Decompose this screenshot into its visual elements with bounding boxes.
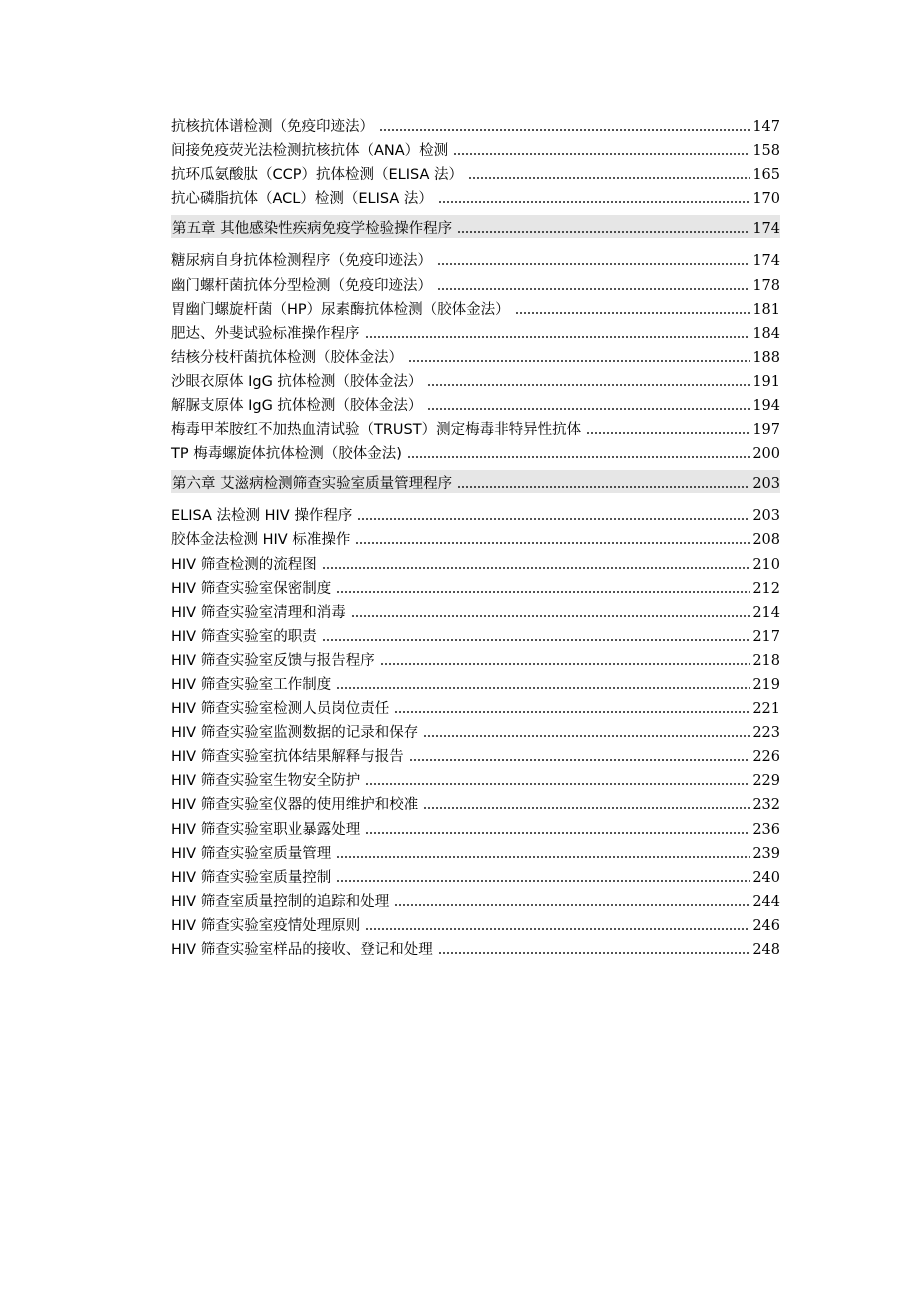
toc-page-number: 184 [752,325,780,342]
dot-leader [379,123,750,133]
toc-entry[interactable] [171,574,780,598]
toc-page-number: 244 [752,893,780,910]
toc-entry-title: HIV 筛查实验室质量控制 [171,869,332,886]
toc-page-number: 210 [752,556,780,573]
toc-page-number: 246 [752,917,780,934]
dot-leader [407,450,750,460]
toc-entry-title: HIV 筛查实验室的职责 [171,628,317,645]
toc-chapter-heading[interactable] [171,470,780,493]
toc-entry[interactable] [171,415,780,439]
toc-entry[interactable] [171,295,780,319]
table-of-contents [171,112,780,959]
dot-leader [427,402,750,412]
toc-page-number: 147 [752,119,780,136]
dot-leader [322,561,751,571]
toc-entry[interactable] [171,549,780,573]
dot-leader [365,922,750,932]
toc-page-number: 248 [752,942,780,958]
toc-entry[interactable] [171,935,780,959]
toc-page-number: 194 [752,398,780,415]
toc-page-number: 239 [752,845,780,862]
toc-page-number: 174 [752,253,780,270]
dot-leader [423,801,750,811]
toc-page-number: 221 [752,701,780,718]
toc-page-number: 191 [752,373,780,390]
dot-leader [457,225,750,235]
toc-entry[interactable] [171,270,780,294]
toc-entry[interactable] [171,598,780,622]
toc-entry[interactable] [171,319,780,343]
toc-entry-title: 幽门螺杆菌抗体分型检测（免疫印迹法） [171,277,432,294]
toc-entry[interactable] [171,112,780,136]
dot-leader [468,171,750,181]
toc-entry-title: HIV 筛查实验室工作制度 [171,676,332,693]
toc-entry[interactable] [171,742,780,766]
toc-page-number: 217 [752,628,780,645]
toc-entry[interactable] [171,863,780,887]
toc-entry-title: HIV 筛查实验室职业暴露处理 [171,821,361,838]
toc-entry[interactable] [171,694,780,718]
toc-entry[interactable] [171,887,780,911]
toc-page-number: 214 [752,604,780,621]
toc-entry[interactable] [171,670,780,694]
dot-leader [437,257,750,267]
toc-page-number: 240 [752,869,780,886]
toc-entry-title: HIV 筛查室质量控制的追踪和处理 [171,893,390,910]
toc-page-number: 226 [752,749,780,766]
toc-entry[interactable] [171,646,780,670]
dot-leader [408,354,750,364]
toc-entry-title: HIV 筛查实验室仪器的使用维护和校准 [171,797,419,814]
toc-page-number: 174 [752,221,780,238]
toc-page-number: 236 [752,821,780,838]
toc-entry-title: 解脲支原体 IgG 抗体检测（胶体金法） [171,398,423,415]
toc-entry-title: 间接免疫荧光法检测抗核抗体（ANA）检测 [171,143,449,160]
dot-leader [394,705,750,715]
dot-leader [357,512,750,522]
toc-entry-title: HIV 筛查实验室反馈与报告程序 [171,652,375,669]
toc-entry-title: HIV 筛查实验室监测数据的记录和保存 [171,725,419,742]
dot-leader [365,330,751,340]
toc-chapter-heading[interactable] [171,215,780,238]
toc-entry-title: 第五章 其他感染性疾病免疫学检验操作程序 [172,221,453,238]
toc-entry[interactable] [171,911,780,935]
dot-leader [409,753,751,763]
toc-entry-title: 胶体金法检测 HIV 标准操作 [171,532,351,549]
toc-page-number: 218 [752,652,780,669]
toc-entry-title: HIV 筛查实验室检测人员岗位责任 [171,701,390,718]
dot-leader [438,946,751,956]
toc-entry[interactable] [171,439,780,463]
dot-leader [515,306,751,316]
dot-leader [336,585,750,595]
toc-entry[interactable] [171,246,780,270]
toc-page-number: 170 [752,191,780,208]
dot-leader [437,282,750,292]
toc-entry-title: 糖尿病自身抗体检测程序（免疫印迹法） [171,253,432,270]
dot-leader [355,536,750,546]
dot-leader [453,147,750,157]
toc-entry[interactable] [171,391,780,415]
toc-page-number: 223 [752,725,780,742]
toc-entry-title: HIV 筛查实验室疫情处理原则 [171,917,361,934]
toc-page-number: 219 [752,676,780,693]
toc-entry-title: HIV 筛查实验室样品的接收、登记和处理 [171,942,433,958]
toc-entry-title: 沙眼衣原体 IgG 抗体检测（胶体金法） [171,373,423,390]
toc-entry[interactable] [171,790,780,814]
dot-leader [351,609,751,619]
toc-entry-title: HIV 筛查实验室保密制度 [171,580,332,597]
toc-entry-title: 抗环瓜氨酸肽（CCP）抗体检测（ELISA 法） [171,167,464,184]
toc-entry-title: 抗核抗体谱检测（免疫印迹法） [171,119,374,136]
toc-entry[interactable] [171,718,780,742]
dot-leader [586,426,750,436]
dot-leader [336,874,750,884]
dot-leader [365,777,750,787]
toc-page-number: 165 [752,167,780,184]
toc-entry[interactable] [171,814,780,838]
toc-page-number: 200 [752,446,780,463]
toc-entry[interactable] [171,136,780,160]
dot-leader [380,657,751,667]
toc-entry[interactable] [171,622,780,646]
toc-entry-title: HIV 筛查实验室生物安全防护 [171,773,361,790]
dot-leader [336,681,750,691]
toc-page-number: 181 [752,301,780,318]
toc-page-number: 208 [752,532,780,549]
toc-entry[interactable] [171,839,780,863]
toc-entry-title: 肥达、外斐试验标准操作程序 [171,325,360,342]
toc-page-number: 197 [752,422,780,439]
toc-entry-title: 胃幽门螺旋杆菌（HP）尿素酶抗体检测（胶体金法） [171,301,510,318]
toc-entry[interactable] [171,766,780,790]
toc-entry-title: 抗心磷脂抗体（ACL）检测（ELISA 法） [171,191,433,208]
toc-page-number: 203 [752,476,780,493]
toc-page-number: 229 [752,773,780,790]
toc-entry-title: HIV 筛查实验室抗体结果解释与报告 [171,749,404,766]
toc-page-number: 232 [752,797,780,814]
toc-entry-title: 梅毒甲苯胺红不加热血清试验（TRUST）测定梅毒非特异性抗体 [171,422,582,439]
toc-entry[interactable] [171,525,780,549]
toc-entry-title: HIV 筛查实验室清理和消毒 [171,604,346,621]
dot-leader [365,826,750,836]
toc-entry-title: TP 梅毒螺旋体抗体检测（胶体金法) [171,446,402,463]
toc-entry-title: 第六章 艾滋病检测筛查实验室质量管理程序 [172,476,453,493]
dot-leader [423,729,750,739]
toc-page-number: 178 [752,277,780,294]
toc-entry[interactable] [171,160,780,184]
dot-leader [322,633,751,643]
toc-entry[interactable] [171,184,780,208]
dot-leader [457,480,750,490]
toc-page-number: 188 [752,349,780,366]
toc-page-number: 203 [752,508,780,525]
dot-leader [336,850,750,860]
toc-entry[interactable] [171,343,780,367]
toc-entry[interactable] [171,367,780,391]
dot-leader [394,898,750,908]
toc-entry-title: HIV 筛查检测的流程图 [171,556,317,573]
toc-entry[interactable] [171,501,780,525]
toc-page-number: 158 [752,143,780,160]
toc-page-number: 212 [752,580,780,597]
toc-entry-title: 结核分枝杆菌抗体检测（胶体金法） [171,349,403,366]
toc-entry-title: ELISA 法检测 HIV 操作程序 [171,508,353,525]
toc-entry-title: HIV 筛查实验室质量管理 [171,845,332,862]
dot-leader [427,378,750,388]
dot-leader [438,195,750,205]
